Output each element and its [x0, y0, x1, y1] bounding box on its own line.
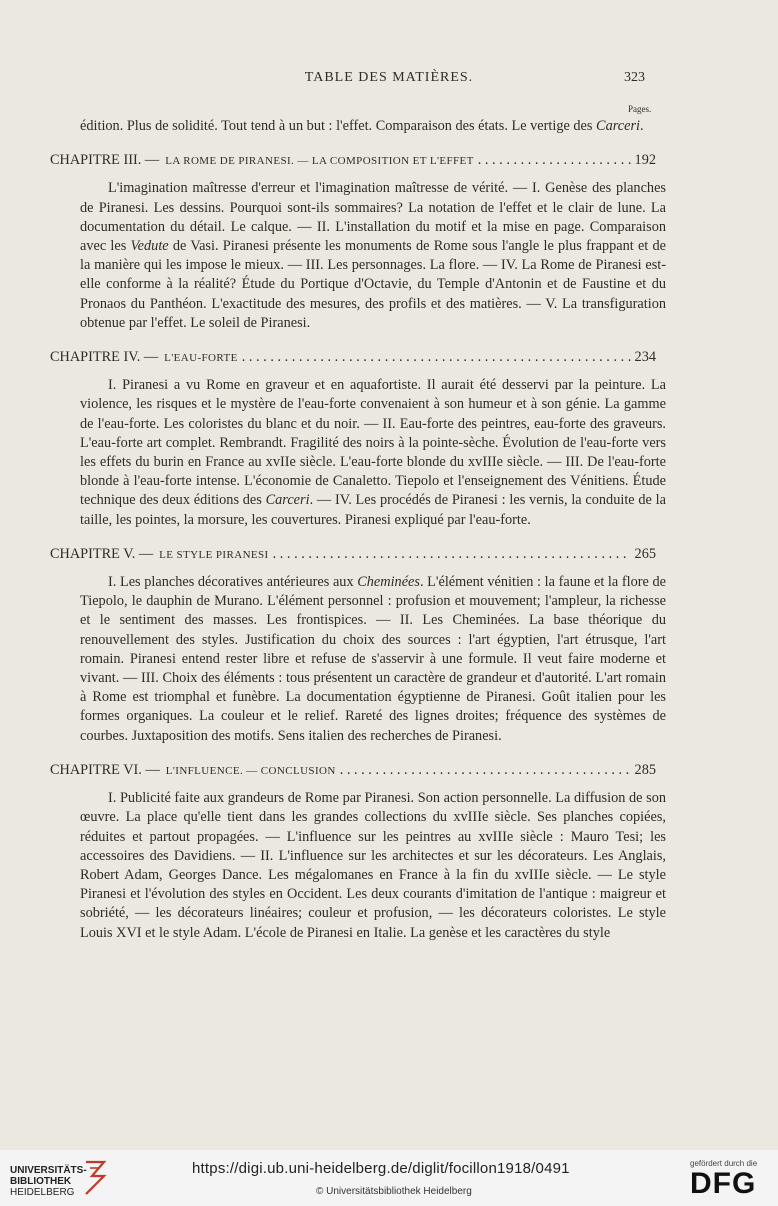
viewer-footer: [0, 1150, 778, 1206]
summary-text-end: . L'élément vénitien : la faune et la flore de Tiepolo, le dauphin de Murano. L'élément personnel : profusion et mouvement; l'ampleur, la richesse et le sentiment des masses. Les frontispices. — II. Les Cheminées. La base théorique du renouvellement des styles. Justification du choix des sources : l'art égyptien, l'art étrusque, l'art romain. Piranesi entend rester libre et refuse de s'asservir à une formule. Il veut faire moderne et vivant. — III. Choix des éléments : tous présentent un caractère de grandeur et d'autorité. L'art romain à Rome est triomphal et funèbre. La documentation égyptienne de Piranesi. Goût italien pour les formes organiques. La couleur et le relief. Rareté des lignes droites; fréquence des systèmes de courbes. Juxtaposition des motifs. Sens italien des recherches de Piranesi.: [80, 574, 666, 744]
chapter-iii: [50, 151, 666, 333]
summary-italic: Carceri: [265, 492, 310, 509]
chapter-number: CHAPITRE IV. —: [50, 349, 159, 366]
permalink-url[interactable]: https://digi.ub.uni-heidelberg.de/diglit/focillon1918/0491: [192, 1160, 570, 1177]
library-name-line3: HEIDELBERG: [10, 1187, 75, 1198]
leader-dots: [478, 151, 631, 170]
intro-italic: Carceri: [596, 118, 640, 134]
chapter-vi: [50, 761, 666, 943]
chapter-page: 265: [634, 545, 656, 562]
chapter-summary: [80, 789, 666, 943]
summary-text-end: de Vasi. Piranesi présente les monuments de Rome sous l'angle le plus frappant et de la manière qui les impose le mieux. — III. Les personnages. La flore. — IV. La Rome de Piranesi est-elle conforme à la réalité? Étude du Portique d'Octavie, du Temple d'Antonin et de Faustine et du Pronaos du Panthéon. L'exactitude des mesures, des profils et des matières. — V. La transfiguration obtenue par l'effet. Le soleil de Piranesi.: [80, 238, 666, 331]
toc-content: [50, 117, 666, 943]
chapter-page: 285: [634, 761, 656, 778]
chapter-summary: [80, 376, 666, 530]
library-name-line1: UNIVERSITÄTS-: [10, 1165, 87, 1176]
library-logo-text[interactable]: [10, 1165, 87, 1198]
chapter-page: 234: [634, 349, 656, 366]
running-title: TABLE DES MATIÈRES.: [304, 70, 474, 85]
chapter-heading: [50, 545, 656, 565]
chapter-summary: [80, 573, 666, 746]
library-name-line2: BIBLIOTHEK: [10, 1176, 72, 1187]
chapter-summary: [80, 179, 666, 333]
page-number: 323: [624, 70, 645, 85]
intro-paragraph: [80, 117, 666, 136]
leader-dots: [273, 545, 631, 564]
chapter-title: LE STYLE PIRANESI: [159, 548, 269, 561]
summary-text: I. Les planches décoratives antérieures aux: [108, 574, 358, 591]
copyright-notice: © Universitätsbibliothek Heidelberg: [316, 1186, 472, 1197]
chapter-iv: [50, 348, 666, 530]
summary-text-end: . — IV. Les procédés de Piranesi : les vernis, la conduite de la taille, les pointes, la morsure, les couvertures. Piranesi expliqué par l'eau-forte.: [80, 492, 666, 528]
chapter-number: CHAPITRE III. —: [50, 152, 160, 169]
summary-text: I. Publicité faite aux grandeurs de Rome par Piranesi. Son action personnelle. La diffusion de son œuvre. La place qu'elle tient dans les grandes collections du xvIIIe siècle. Ses planches copiées, réduites et partout propagées. — L'influence sur les peintres au xvIIIe siècle : Mauro Tesi; les accessoires des Davidiens. — II. L'influence sur les architectes et sur les décorateurs. Les Anglais, Robert Adam, Georges Dance. Les mégalomanes en France à la fin du xvIIIe siècle. — Le style Piranesi et l'évolution des styles en Occident. Les deux courants d'imitation de l'antique : maigreur et sobriété, — les décorateurs linéaires; couleur et profusion, — les décorateurs coloristes. Le style Louis XVI et le style Adam. L'école de Piranesi en Italie. La genèse et les caractères du style: [80, 790, 666, 941]
chapter-heading: [50, 761, 656, 781]
summary-text: I. Piranesi a vu Rome en graveur et en aquafortiste. Il aurait été desservi par la peinture. La violence, les risques et le mystère de l'eau-forte convenaient à son humeur et à son génie. La gamme de l'eau-forte. Les coloristes du blanc et du noir. — II. Eau-forte des peintres, eau-forte des graveurs. L'eau-forte art complet. Rembrandt. Fragilité des noirs à la pointe-sèche. Évolution de l'eau-forte vers les effets du burin en France au xvIIe siècle. L'eau-forte blonde du xvIIIe siècle. — III. De l'eau-forte blonde à l'eau-forte intense. L'économie de Canaletto. Tiepolo et l'enseignement des Vénitiens. Étude technique des deux éditions des: [80, 377, 666, 509]
summary-italic: Vedute: [130, 238, 169, 255]
chapter-heading: [50, 348, 656, 368]
pages-column-label: Pages.: [628, 104, 652, 114]
chapter-number: CHAPITRE VI. —: [50, 761, 160, 778]
chapter-v: [50, 545, 666, 746]
dfg-logo[interactable]: DFG: [690, 1167, 757, 1200]
chapter-title: L'EAU-FORTE: [164, 352, 238, 365]
leader-dots: [340, 761, 631, 780]
leader-dots: [242, 348, 631, 367]
chapter-title: L'INFLUENCE. — CONCLUSION: [165, 764, 336, 777]
chapter-title: LA ROME DE PIRANESI. — LA COMPOSITION ET L'EFFET: [165, 155, 474, 168]
sponsor-label: gefördert durch die: [690, 1159, 758, 1168]
chapter-heading: [50, 151, 656, 171]
chapter-number: CHAPITRE V. —: [50, 545, 154, 562]
library-logo-icon: [82, 1158, 108, 1198]
intro-text-end: .: [640, 118, 644, 134]
summary-text: L'imagination maîtresse d'erreur et l'imagination maîtresse de vérité. — I. Genèse des planches de Piranesi. Les dessins. Pourquoi sont-ils sommaires? La notation de l'effet et le clair de lune. La documentation du détail. Le calque. — II. L'installation du motif et la mise en page. Comparaison avec les: [80, 180, 666, 255]
chapter-page: 192: [634, 152, 656, 169]
intro-text: édition. Plus de solidité. Tout tend à un but : l'effet. Comparaison des états. Le vertige des: [80, 118, 597, 134]
summary-italic: Cheminées: [357, 574, 420, 591]
